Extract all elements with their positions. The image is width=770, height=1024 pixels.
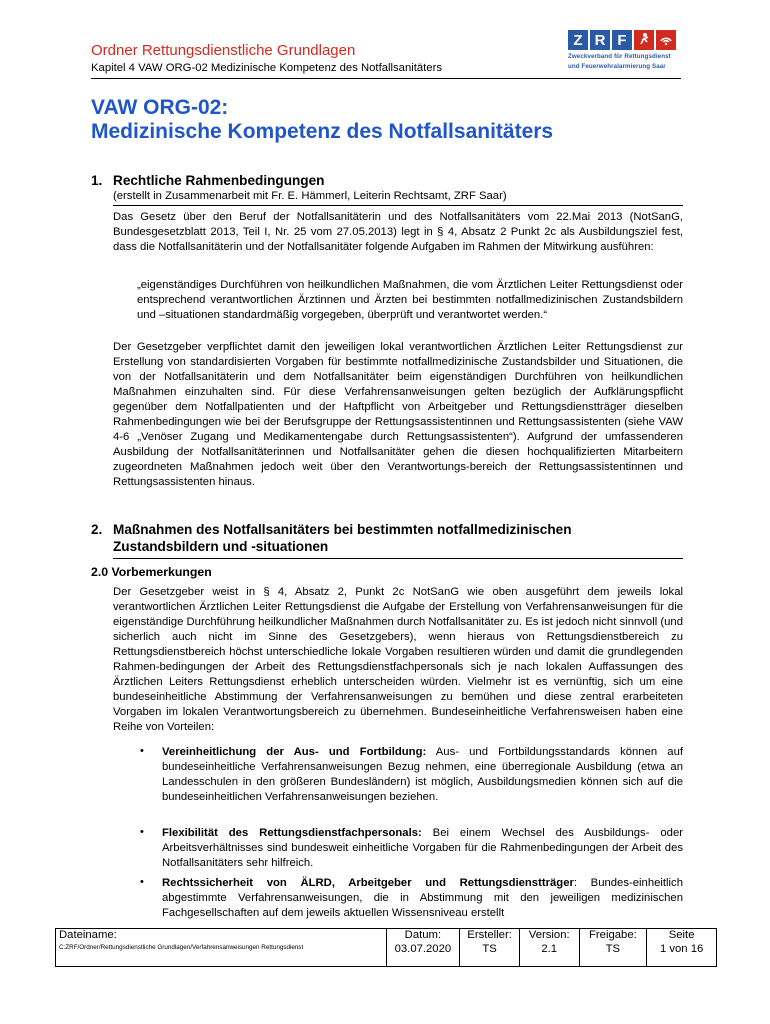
- bullet-2-text: Bei einem Wechsel des Ausbildungs- oder Arbeitsverhältnisses sind bundesweit einheitliche Vorgaben für die Rahmenbedingungen der Arbeit des Notfallsanitäters sehr hilfreich.: [162, 827, 683, 869]
- bullet-dot-3: •: [140, 876, 144, 888]
- footer-page-value: 1 von 16: [659, 943, 704, 955]
- logo-letter-f: F: [612, 30, 632, 50]
- footer-date-label: Datum:: [404, 929, 442, 941]
- subsection-2-0-heading: 2.0 Vorbemerkungen: [91, 565, 212, 579]
- footer-filename-label: Dateiname:: [59, 929, 117, 941]
- footer-date-cell: [386, 929, 460, 967]
- footer-version-value: 2.1: [541, 943, 558, 955]
- bullet-item-1: [162, 745, 683, 805]
- document-title: [91, 96, 553, 144]
- section-1-rule: [113, 205, 683, 206]
- footer-version-label: Version:: [528, 929, 570, 941]
- footer-author-cell: [460, 929, 520, 967]
- section-2-heading: [91, 521, 691, 555]
- header-subtitle: Kapitel 4 VAW ORG-02 Medizinische Kompetenz des Notfallsanitäters: [91, 62, 442, 74]
- rescue-person-icon: [634, 30, 654, 50]
- section-1-title: Rechtliche Rahmenbedingungen: [113, 173, 325, 188]
- bullet-1-text: Aus- und Fortbildungsstandards können auf bundeseinheitliche Verfahrensanweisungen Bezug nehmen, eine überregionale Ausbildung (etwa an Landesschulen in den größeren Bundesländern) ist möglich, Ausbildungsmedien können sich auf die bundeseinheitlichen Verfahrensanweisungen beziehen.: [162, 746, 683, 803]
- footer-file-path: C:ZRF/Ordner/Rettungsdienstliche Grundlagen/Verfahrensanweisungen Rettungsdienst: [59, 944, 304, 951]
- footer-approval-value: TS: [605, 943, 621, 955]
- section-1-heading: [91, 172, 324, 189]
- footer-table: [55, 928, 717, 967]
- section-2-number: 2.: [91, 522, 103, 537]
- logo-line-2: und Feuerwehralarmierung Saar: [568, 63, 666, 70]
- footer-page-label: Seite: [668, 929, 695, 941]
- footer-date-value: 03.07.2020: [394, 943, 452, 955]
- section-1-note: (erstellt in Zusammenarbeit mit Fr. E. Hämmerl, Leiterin Rechtsamt, ZRF Saar): [113, 190, 507, 202]
- section-1-paragraph-2: Der Gesetzgeber verpflichtet damit den jeweiligen lokal verantwortlichen Ärztlichen Leiter Rettungsdienst zur Erstellung von standardisierten Vorgaben für bestimmte notfallmedizinische Zustandsbilder und Situationen, die von der Notfallsanitäterin und dem Notfallsanitäter beim eigenständigen Durchführen von heilkundlichen Maßnahmen einzuhalten sind. Für diese Verfahrensanweisungen gelten bezüglich der Aufklärungspflicht gegenüber dem Notfallpatienten und der Haftpflicht von Arbeitgeber und Rettungsdienstträger dieselben Rahmenbedingungen wie bei der Berufsgruppe der Rettungsassistentinnen und Rettungsassistenten (siehe VAW 4-6 „Venöser Zugang und Medikamentengabe durch Rettungsassistenten“). Aufgrund der umfassenderen Ausbildung der Notfallsanitäterinnen und Notfallsanitäter gehen die diesen hochqualifizierten Mitarbeitern zugeordneten Maßnahmen jedoch weit über den Verantwortungs-bereich der Rettungsassistentinnen und Rettungsassistenten hinaus.: [113, 341, 683, 488]
- section-1-number: 1.: [91, 173, 103, 188]
- footer-approval-label: Freigabe:: [589, 929, 637, 941]
- section-2-rule: [113, 558, 683, 559]
- bullet-1-lead: Vereinheitlichung der Aus- und Fortbildung:: [162, 746, 427, 758]
- section-2-paragraph: Der Gesetzgeber weist in § 4, Absatz 2, Punkt 2c NotSanG wie oben ausgeführt dem jeweils lokal verantwortlichen Ärztlichen Leiter Rettungsdienst die Aufgabe der Erstellung von Verfahrensanweisungen für die eigenständige Durchführung heilkundlicher Maßnahmen durch Notfallsanitäter zu. Es ist jedoch nicht sinnvoll (und sicherlich auch nicht im Sinne des Gesetzgebers), wenn hieraus von Rettungsdienstbereich zu Rettungsdienstbereich höchst unterschiedliche lokale Vorgaben resultieren würden und damit die grundlegenden Rahmen-bedingungen der Arbeit des Rettungsdienstfachpersonals sich je nach lokalen Auffassungen des Ärztlichen Leiters Rettungsdienst erheblich unterscheiden würden. Vielmehr ist es vernünftig, sich um eine bundeseinheitliche Abstimmung der Verfahrensanweisungen zu bemühen und diese zentral erarbeiteten Vorgaben im lokalen Verantwortungsbereich zu übernehmen. Bundeseinheitliche Verfahrensweisen haben eine Reihe von Vorteilen:: [113, 586, 683, 733]
- section-1-paragraph-1: Das Gesetz über den Beruf der Notfallsanitäterin und des Notfallsanitäters vom 22.Mai 2013 (NotSanG, Bundesgesetzblatt 2013, Teil I, Nr. 25 vom 27.05.2013) legt in § 4, Absatz 2 Punkt 2c als Ausbildungsziel fest, dass die Notfallsanitäterin und der Notfallsanitäter folgende Aufgaben im Rahmen der Mitwirkung ausführen:: [113, 211, 683, 253]
- header-divider: [91, 78, 681, 79]
- title-line-1: VAW ORG-02:: [91, 96, 229, 119]
- bullet-dot-2: •: [140, 826, 144, 838]
- section-2-title-line-1: Maßnahmen des Notfallsanitäters bei bestimmten notfallmedizinischen: [113, 522, 572, 537]
- bullet-item-2: [162, 826, 683, 871]
- footer-version-cell: [519, 929, 579, 967]
- logo-line-1: Zweckverband für Rettungsdienst: [568, 53, 671, 60]
- section-1-quote: „eigenständiges Durchführen von heilkundlichen Maßnahmen, die vom Ärztlichen Leiter Rettungsdienst oder entsprechend verantwortlichen Ärztinnen und Ärzten bei bestimmten notfallmedizinischen Zustandsbildern und –situationen standardmäßig vorgegeben, überprüft und verantwortet werden.“: [137, 279, 683, 321]
- header-title: Ordner Rettungsdienstliche Grundlagen: [91, 42, 356, 59]
- bullet-dot-1: •: [140, 745, 144, 757]
- footer-page-cell: [647, 929, 717, 967]
- alarm-signal-icon: [656, 30, 676, 50]
- logo-letter-z: Z: [568, 30, 588, 50]
- title-line-2: Medizinische Kompetenz des Notfallsanitäters: [91, 120, 554, 143]
- logo-letter-r: R: [590, 30, 610, 50]
- footer-author-value: TS: [482, 943, 497, 955]
- footer-approval-cell: [579, 929, 647, 967]
- zrf-logo: [568, 30, 686, 72]
- bullet-3-lead: Rechtssicherheit von ÄLRD, Arbeitgeber und Rettungsdienstträger: [162, 877, 574, 889]
- bullet-item-3: [162, 876, 683, 921]
- footer-filename-cell: [56, 929, 387, 967]
- section-2-title-line-2: Zustandsbildern und -situationen: [113, 539, 329, 554]
- bullet-3-text: : Bundes-einheitlich abgestimmte Verfahrensanweisungen, die in Abstimmung mit den jeweiligen medizinischen Fachgesellschaften auf dem jeweils aktuellen Wissensniveau erstellt: [162, 877, 683, 919]
- bullet-2-lead: Flexibilität des Rettungsdienstfachpersonals:: [162, 827, 422, 839]
- footer-author-label: Ersteller:: [467, 929, 512, 941]
